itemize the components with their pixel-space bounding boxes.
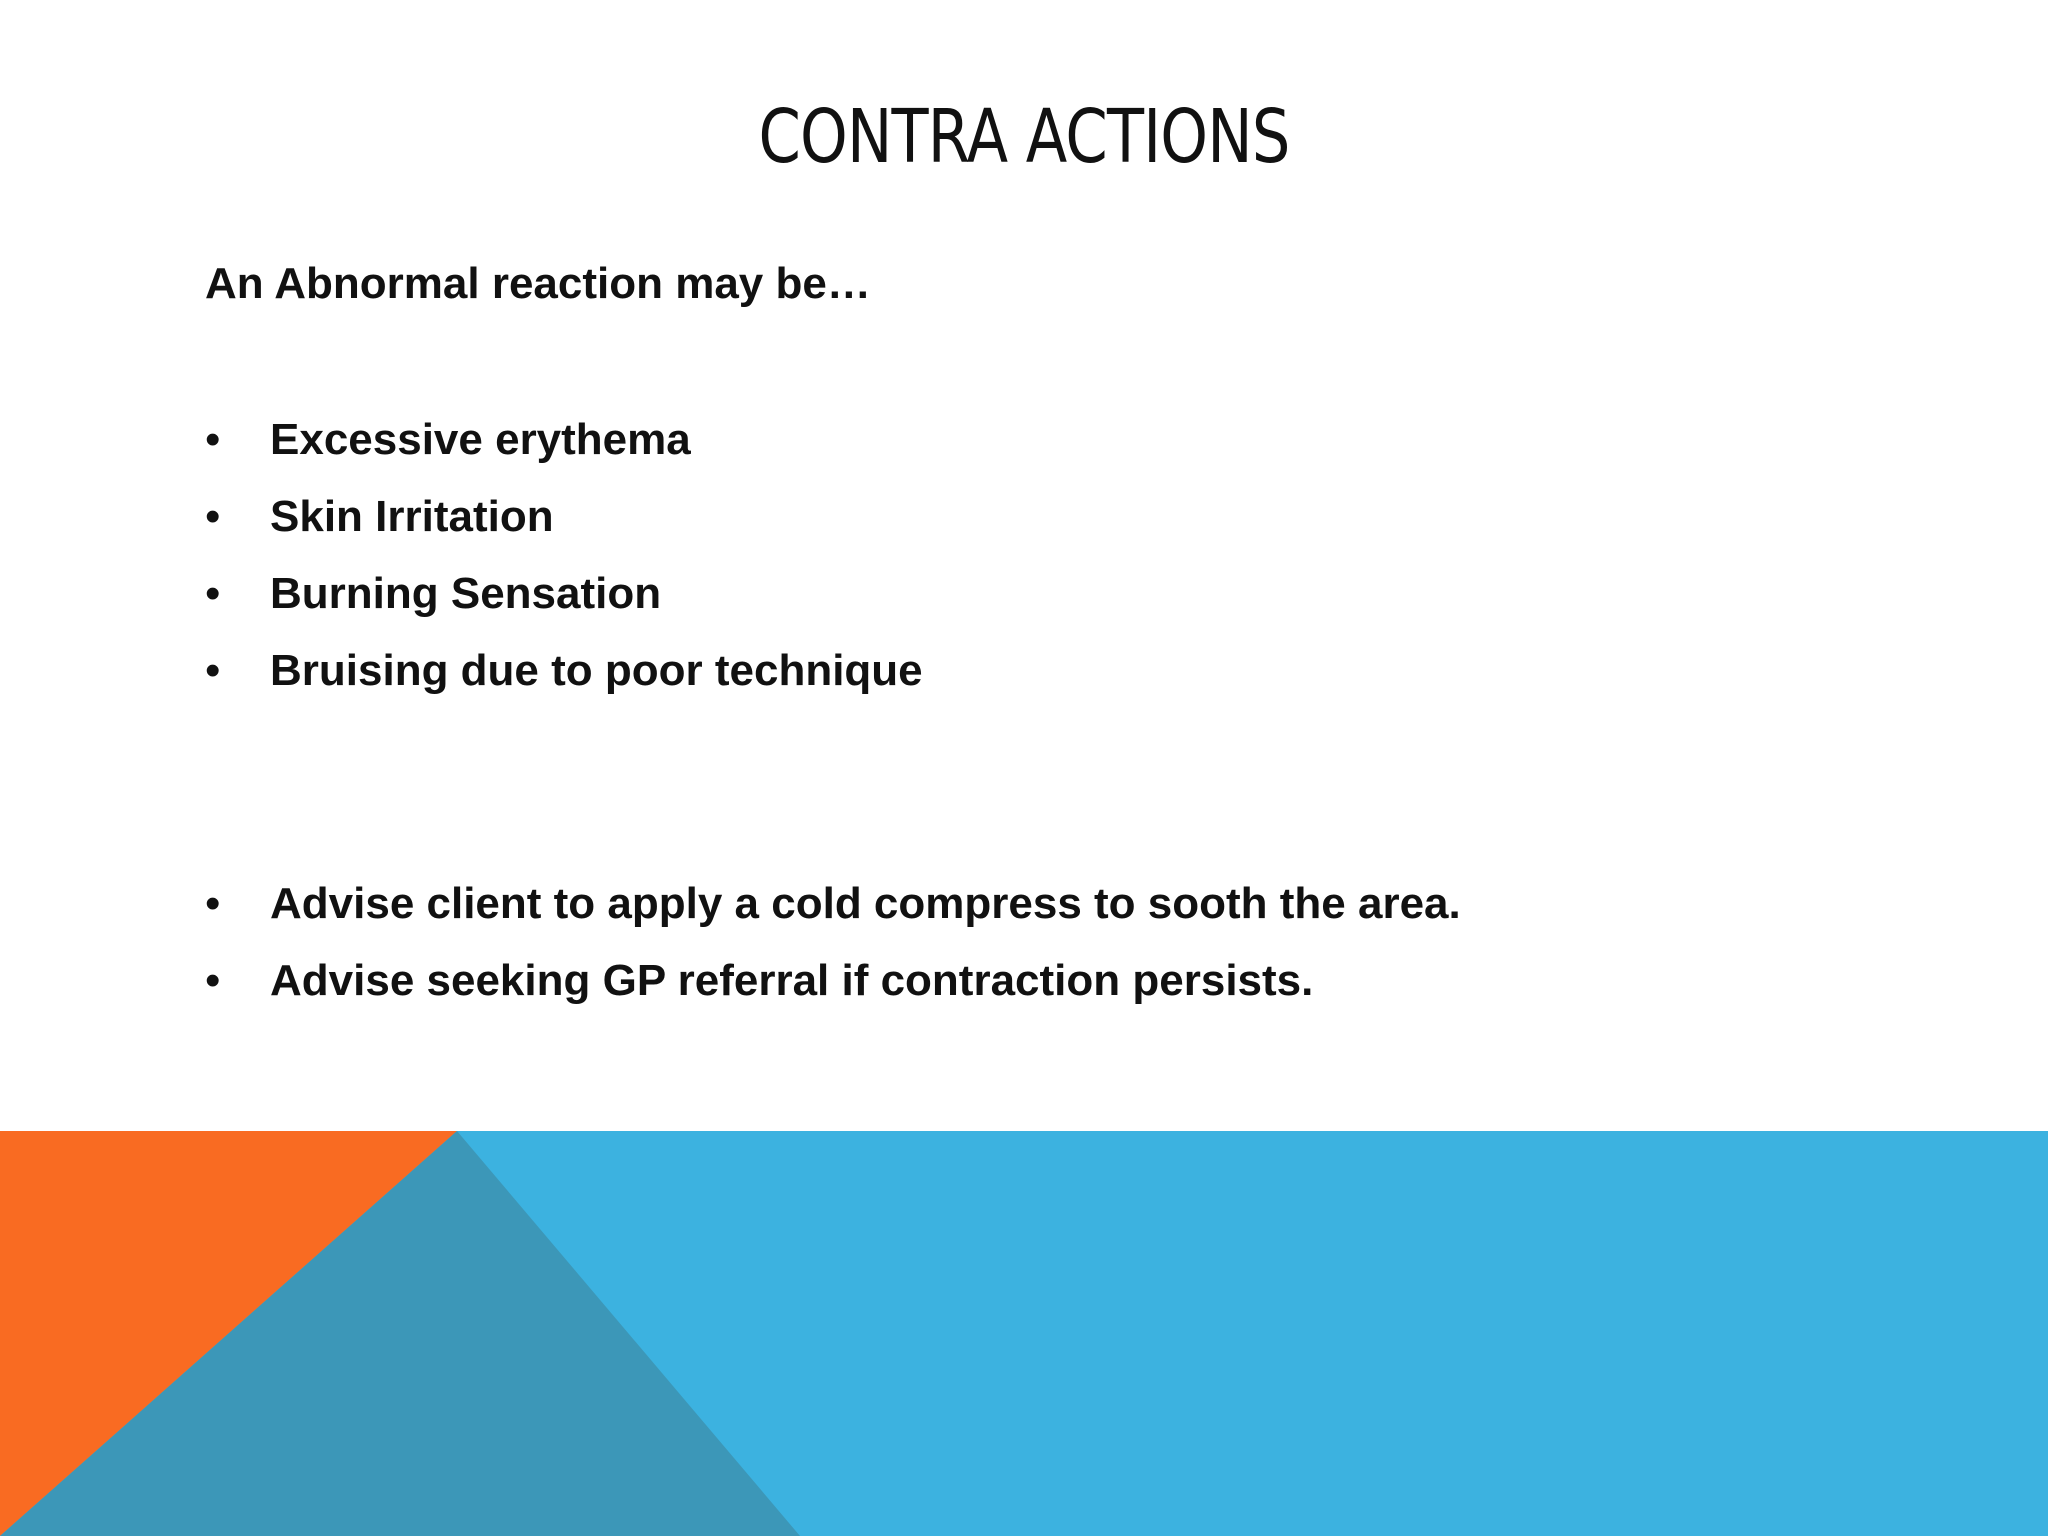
list-item-text: Advise seeking GP referral if contraction persists. <box>270 956 1314 1005</box>
slide-title: CONTRA ACTIONS <box>758 94 1290 180</box>
bullet-icon: • <box>205 879 221 928</box>
footer-decoration <box>0 1131 2048 1536</box>
intro-text: An Abnormal reaction may be… <box>205 259 871 308</box>
list-item-text: Skin Irritation <box>270 492 554 541</box>
list-item-text: Excessive erythema <box>270 415 691 464</box>
list-item-text: Bruising due to poor technique <box>270 646 923 695</box>
list-item-text: Advise client to apply a cold compress to sooth the area. <box>270 879 1461 928</box>
bullet-icon: • <box>205 646 221 695</box>
bullet-icon: • <box>205 569 221 618</box>
list-item-text: Burning Sensation <box>270 569 662 618</box>
bullet-icon: • <box>205 956 221 1005</box>
bullet-icon: • <box>205 492 221 541</box>
bullet-icon: • <box>205 415 221 464</box>
